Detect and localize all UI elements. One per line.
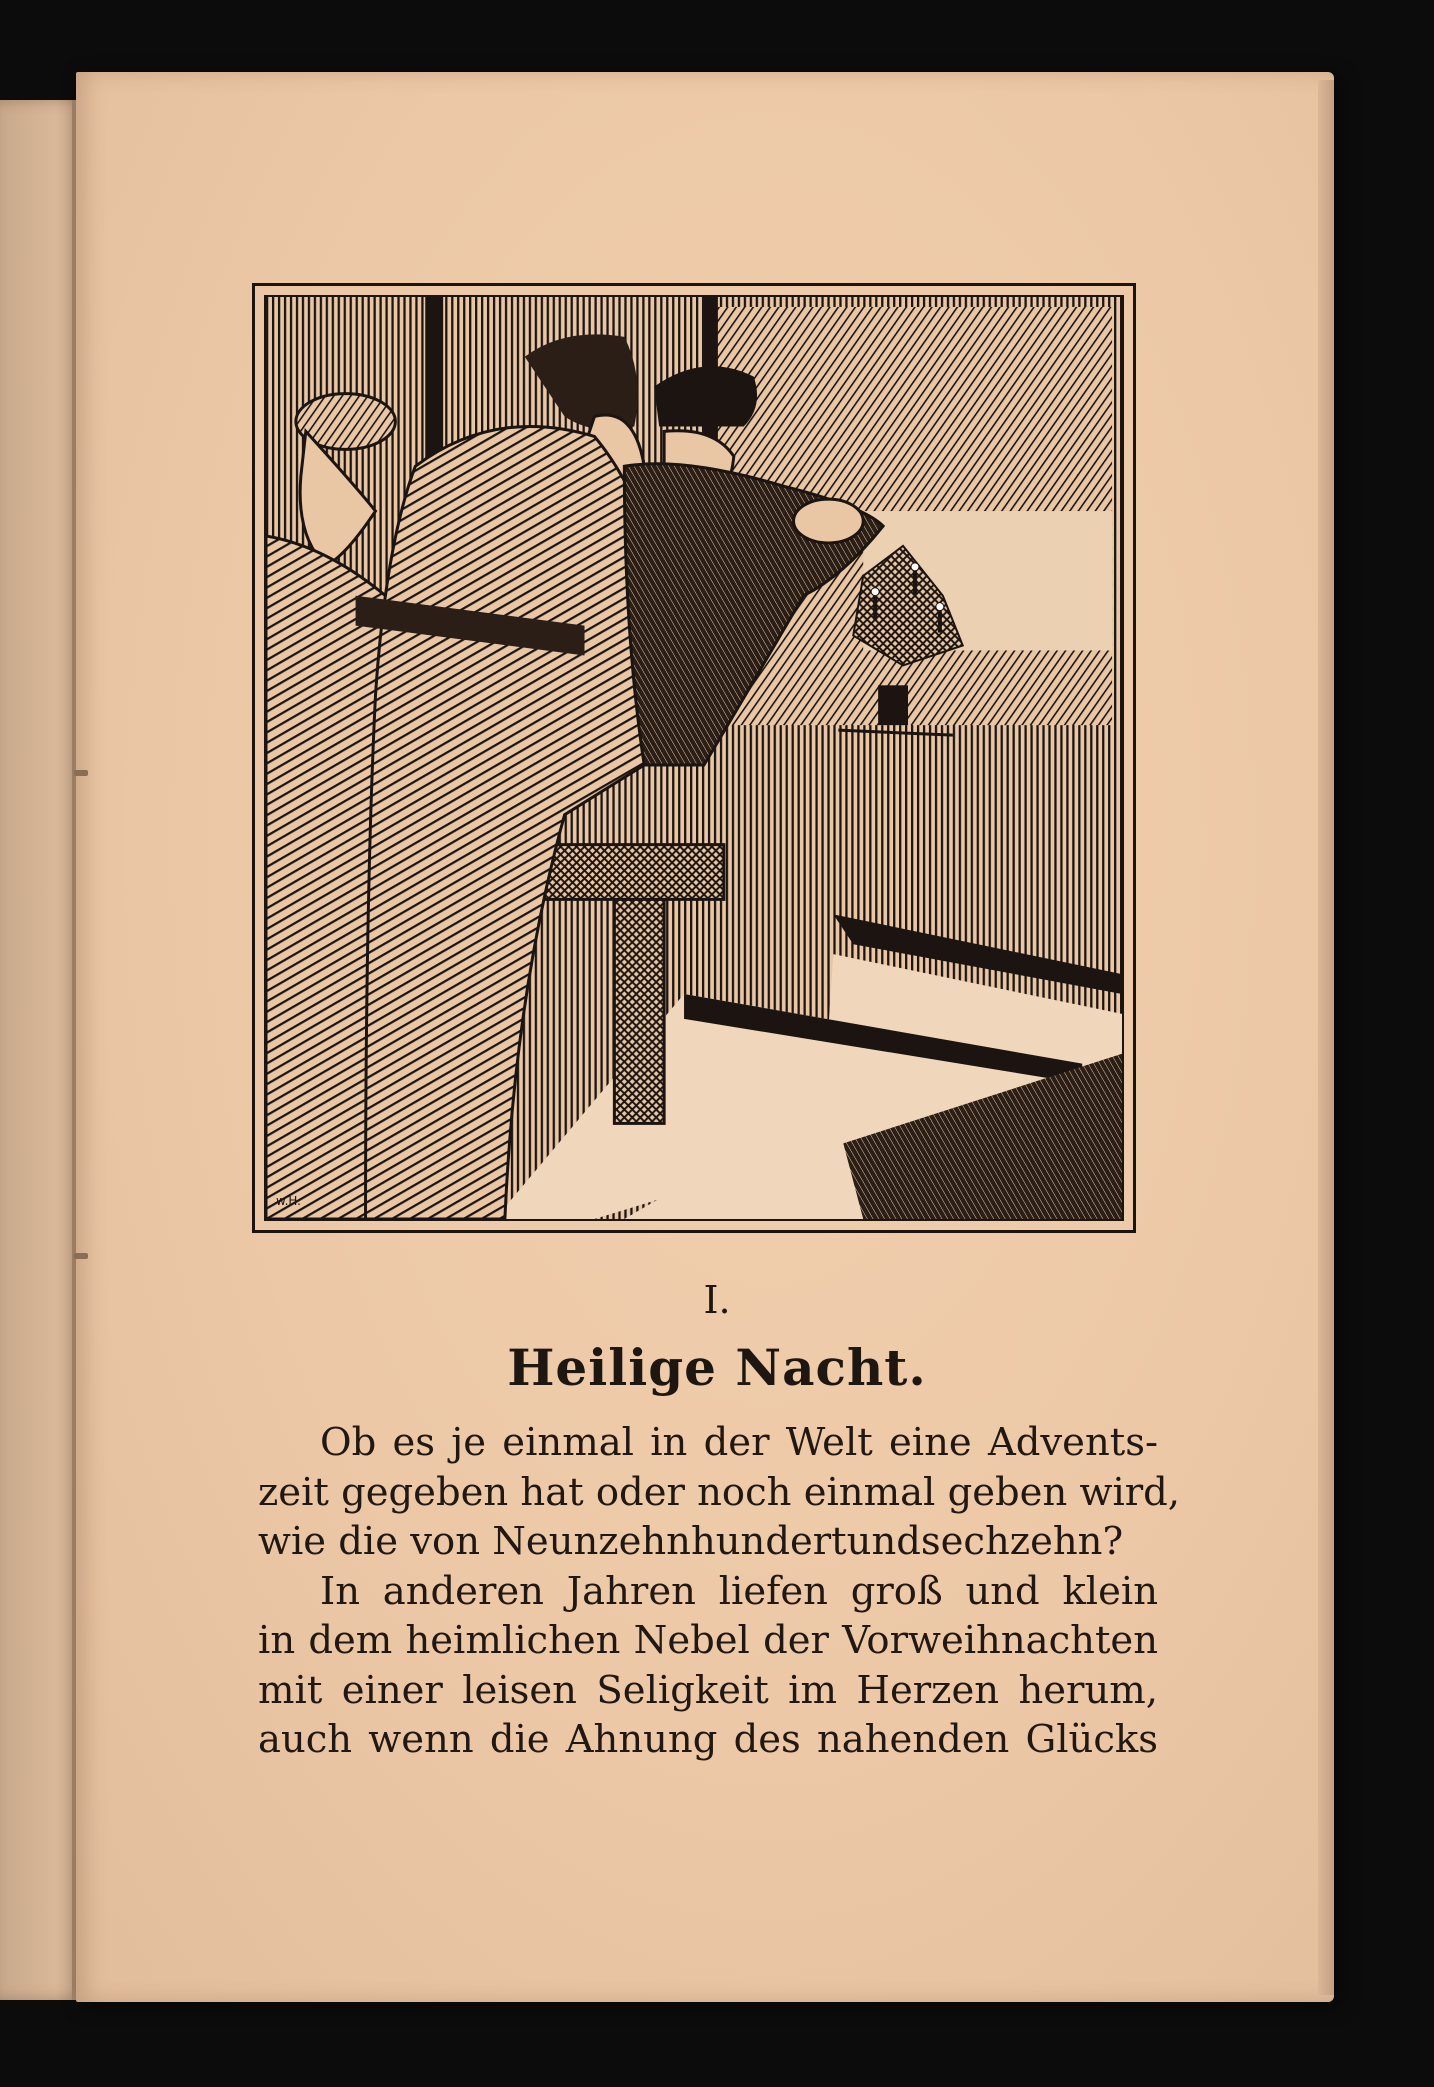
page-edge	[1318, 80, 1334, 1995]
chapter-body-text	[258, 1418, 1181, 1765]
text-line: zeit gegeben hat oder noch einmal geben wird,	[258, 1469, 1181, 1515]
illustrator-signature: w.H.	[275, 1194, 301, 1209]
binding-staple-top	[74, 770, 88, 776]
illustration-drawing	[266, 297, 1122, 1219]
text-line: In anderen Jahren liefen groß und klein	[320, 1568, 1158, 1614]
text-line: Ob es je einmal in der Welt eine Advents-	[320, 1420, 1158, 1465]
text-line: in dem heimlichen Nebel der Vorweihnachten	[258, 1618, 1158, 1663]
text-line: auch wenn die Ahnung des nahenden Glücks	[258, 1717, 1158, 1762]
woodcut-illustration	[252, 283, 1136, 1233]
text-line: mit einer leisen Seligkeit im Herzen herum,	[258, 1667, 1158, 1713]
text-line: wie die von Neunzehnhundertundsechzehn?	[258, 1519, 1124, 1564]
chapter-number: I.	[703, 1278, 731, 1322]
binding-staple-bottom	[74, 1253, 88, 1259]
chapter-title: Heilige Nacht.	[507, 1338, 927, 1397]
